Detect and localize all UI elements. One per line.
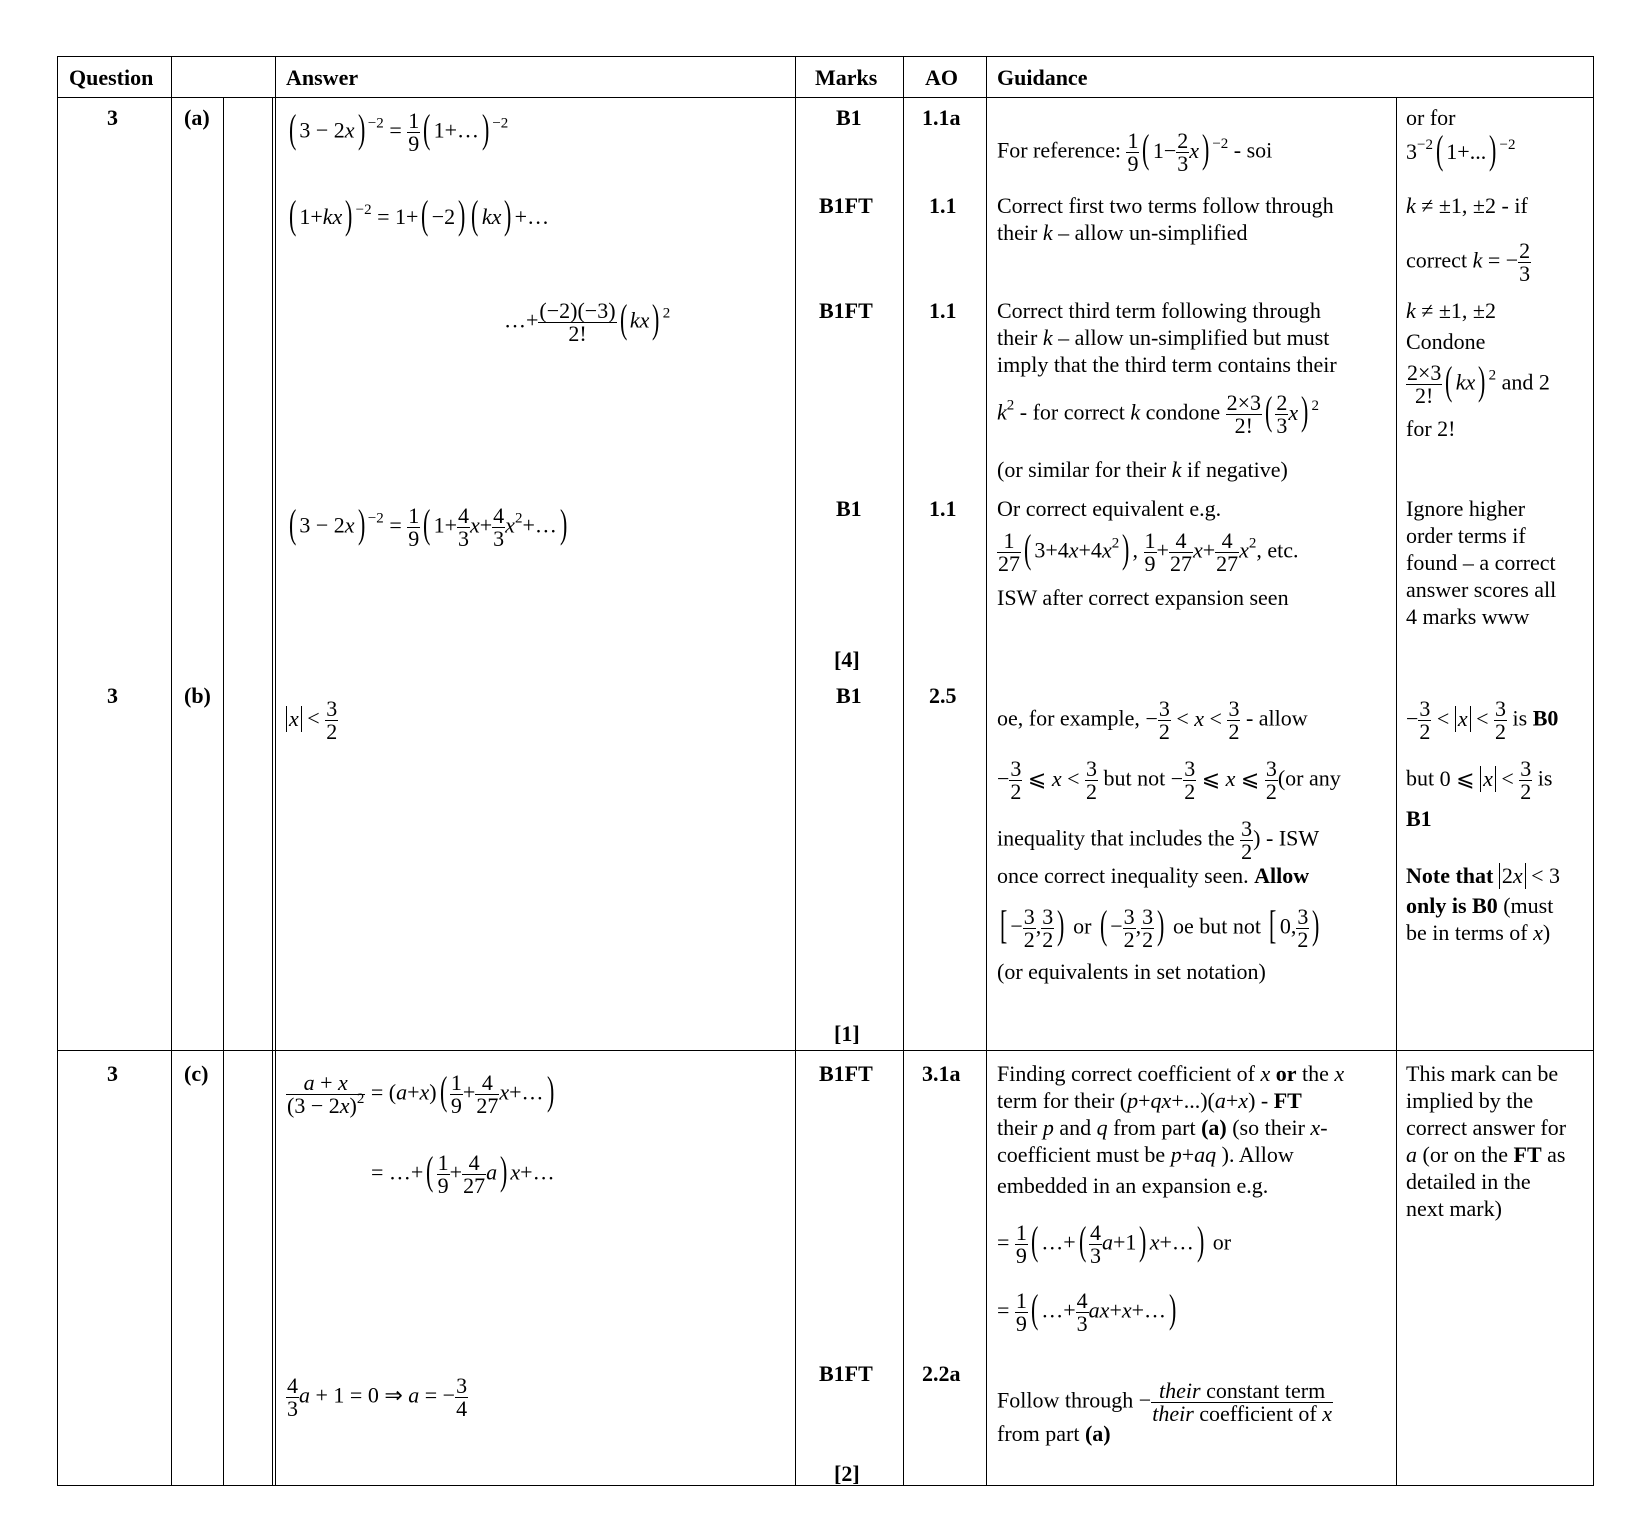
answer-a4: ( 3 − 2x) $^{-2}$ = $\frac{1}{9}$ ( 1+ $\frac{4}{3}$ x+ $\frac{4}{3}$ $x^2+\dots$) [288,500,568,551]
question-number: 3 [107,105,118,130]
col-divider [275,57,276,1485]
col-divider [903,57,904,1485]
guidance-b-line5: [ − $\frac{3}{2}$ , $\frac{3}{2}$ ) or ( − $\frac{3}{2}$ , $\frac{3}{2}$ ) oe but not [ 0, $\frac{3}{2}$ ) [999,901,1320,952]
note-a3-line4: for 2! [1406,416,1456,441]
note-b-line6: be in terms of x) [1406,920,1551,945]
note-b-line3: B1 [1406,806,1432,831]
guidance-c-line6: = $\frac{1}{9}$ ( …+( $\frac{4}{3}$ a+1) x+…) or [997,1217,1232,1268]
note-c-line3: correct answer for [1406,1115,1567,1140]
question-number: 3 [107,683,118,708]
note-a3-line3: $\frac{2\times 3}{2!}$ ( kx) $^2$ and 2 [1407,357,1550,408]
col-divider [986,57,987,1485]
guidance-a3-line5: (or similar for their k if negative) [997,457,1288,482]
question-part: (a) [184,105,210,130]
note-c-line6: next mark) [1406,1196,1502,1221]
mark-a4: B1 [836,496,862,521]
question-part: (c) [184,1061,209,1086]
answer-c2: = …+( $\frac{1}{9}$ + $\frac{4}{27}$ a) x+… [371,1147,555,1198]
question-part: (b) [184,683,211,708]
header-answer: Answer [286,65,359,90]
col-divider [272,97,273,1485]
mark-a2: B1FT [819,193,873,218]
guidance-b-line1: oe, for example, − $\frac{3}{2}$ < x < $\frac{3}{2}$ - allow [997,696,1308,744]
guidance-a2-line1: Correct first two terms follow through [997,193,1334,218]
mark-total-b: [1] [834,1021,860,1046]
note-c-line2: implied by the [1406,1088,1534,1113]
mark-a3: B1FT [819,298,873,323]
note-b-line5: only is B0 (must [1406,893,1554,918]
guidance-c-line4: coefficient must be p+aq ). Allow [997,1142,1294,1167]
note-b-line2: but 0 ⩽ x < $\frac{3}{2}$ is [1406,756,1553,804]
answer-a1: ( 3 − 2x) $^{-2}$ = $\frac{1}{9}$ ( 1+…) $^{-2}$ [288,105,509,156]
guidance-a3-line3: imply that the third term contains their [997,352,1337,377]
ao-a1: 1.1a [922,105,961,130]
note-a4-line2: order terms if [1406,523,1526,548]
note-c-line1: This mark can be [1406,1061,1559,1086]
mark-total-a: [4] [834,647,860,672]
note-a4-line4: answer scores all [1406,577,1557,602]
answer-c3: $\frac{4}{3}$ a + 1 = 0 ⇒ a = − $\frac{3}{4}$ [287,1373,468,1421]
header-marks: Marks [815,65,878,90]
guidance-c-line1: Finding correct coefficient of x or the x [997,1061,1345,1086]
mark-scheme-table [57,56,1594,1486]
header-question: Question [69,65,154,90]
note-a4-line1: Ignore higher [1406,496,1526,521]
guidance-a4-line1: Or correct equivalent e.g. [997,496,1222,521]
mark-c2: B1FT [819,1361,873,1386]
col-divider [795,57,796,1485]
note-a4-line3: found – a correct [1406,550,1556,575]
guidance-a1: For reference: $\frac{1}{9}$ ( 1− $\frac{2}{3}$ x) $^{-2}$ - soi [997,125,1273,176]
col-divider [1396,97,1397,1485]
note-a3-line1: k ≠ ±1, ±2 [1406,298,1496,323]
guidance-b-line4: once correct inequality seen. Allow [997,863,1310,888]
guidance-b-line6: (or equivalents in set notation) [997,959,1266,984]
guidance-c-ft-line2: from part (a) [997,1421,1111,1446]
answer-b: x < $\frac{3}{2}$ [286,698,338,743]
guidance-a2-line2: their k – allow un-simplified [997,220,1248,245]
mark-c1: B1FT [819,1061,873,1086]
ao-a4: 1.1 [929,496,957,521]
guidance-c-line5: embedded in an expansion e.g. [997,1173,1269,1198]
note-a2-line1: k ≠ ±1, ±2 - if [1406,193,1528,218]
note-b-line4: Note that 2x < 3 [1406,863,1561,888]
guidance-c-line3: their p and q from part (a) (so their x- [997,1115,1328,1140]
col-divider [223,97,224,1485]
ao-c2: 2.2a [922,1361,961,1386]
mark-a1: B1 [836,105,862,130]
mark-b: B1 [836,683,862,708]
note-b-line1: − $\frac{3}{2}$ < x < $\frac{3}{2}$ is B0 [1406,696,1559,744]
ao-a2: 1.1 [929,193,957,218]
guidance-a3-line4: $k^2$ - for correct k condone $\frac{2\times 3}{2!}$ ( $\frac{2}{3}$ x) $^2$ [997,387,1319,438]
mark-total-c: [2] [834,1461,860,1486]
answer-a2: ( 1+kx) $^{-2}$ = 1+( −2) ( kx) +… [288,192,550,237]
guidance-b-line3: inequality that includes the $\frac{3}{2}$ ) - ISW [997,816,1320,864]
answer-c1: $\frac{a + x}{(3 - 2x)^2}$ = (a+x)( $\frac{1}{9}$ + $\frac{4}{27}$ x+…) [287,1067,554,1118]
guidance-c-ft: Follow through − their constant term their coefficient of x [997,1378,1333,1426]
guidance-a4-line3: ISW after correct expansion seen [997,585,1289,610]
question-number: 3 [107,1061,118,1086]
note-a3-line2: Condone [1406,329,1486,354]
guidance-c-line7: = $\frac{1}{9}$ ( …+ $\frac{4}{3}$ ax+x+…) [997,1285,1177,1336]
note-a2-line2: correct k = − $\frac{2}{3}$ [1406,238,1531,286]
note-a4-line5: 4 marks www [1406,604,1530,629]
guidance-a3-line2: their k – allow un-simplified but must [997,325,1330,350]
guidance-b-line2: − $\frac{3}{2}$ ⩽ x < $\frac{3}{2}$ but not − $\frac{3}{2}$ ⩽ x ⩽ $\frac{3}{2}$ (or any [997,756,1341,804]
guidance-c-line2: term for their (p+qx+...)(a+x) - FT [997,1088,1302,1113]
guidance-a3-line1: Correct third term following through [997,298,1321,323]
answer-a3: …+ $\frac{(-2)(-3)}{2!}$ ( kx) $^2$ [504,295,671,346]
ao-c1: 3.1a [922,1061,961,1086]
header-divider [58,97,1593,98]
row-divider [58,1050,1593,1051]
note-c-line4: a (or on the FT as [1406,1142,1566,1167]
note-a1-line1: or for [1406,105,1456,130]
header-guidance: Guidance [997,65,1088,90]
ao-b: 2.5 [929,683,957,708]
note-a1-line2: $3^{-2}$( 1+...) $^{-2}$ [1406,127,1516,172]
ao-a3: 1.1 [929,298,957,323]
header-ao: AO [925,65,958,90]
guidance-a4-line2: $\frac{1}{27}$ ( $3+4x+4x^2$) , $\frac{1}{9}$ + $\frac{4}{27}$ x+ $\frac{4}{27}$ $x^2$, etc. [998,525,1299,576]
note-c-line5: detailed in the [1406,1169,1531,1194]
col-divider [171,57,172,1485]
